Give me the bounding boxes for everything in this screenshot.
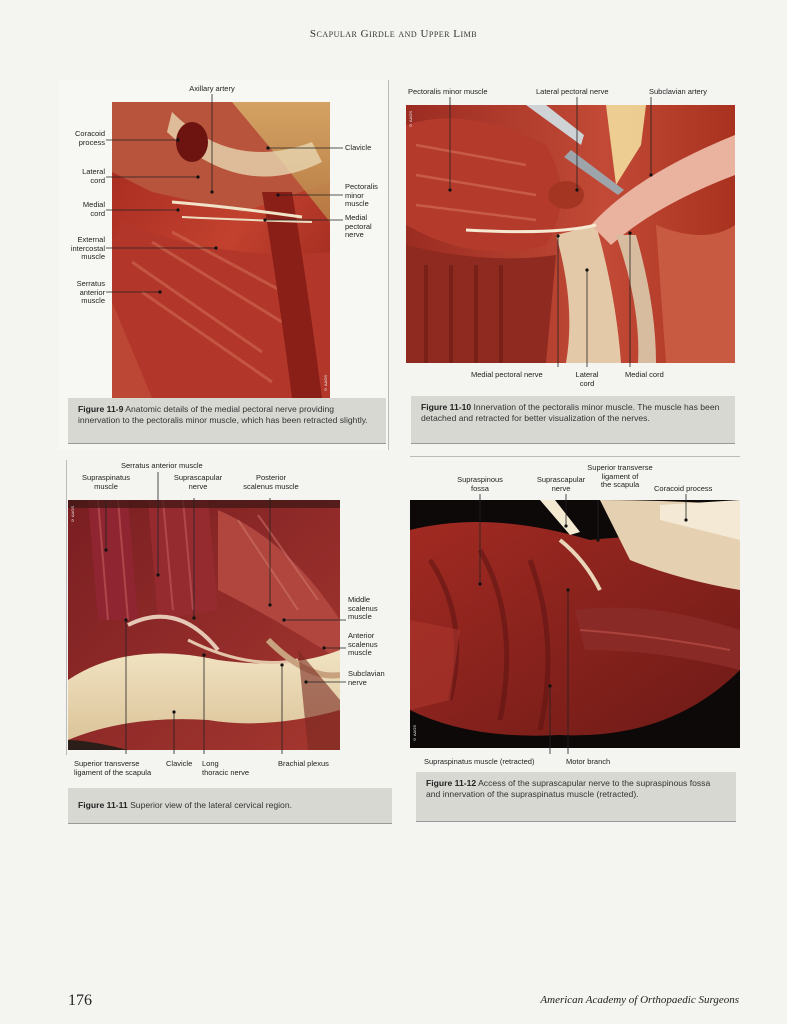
caption-label: Figure 11-12 [426,778,477,788]
label-medial-pectoral-nerve: Medial pectoral nerve [345,213,372,239]
copyright-mark: © AAOS [70,506,75,524]
label-lateral-cord: Lateral cord [82,167,105,185]
label-medial-pectoral-nerve: Medial pectoral nerve [471,370,543,379]
figure-11-12-caption [416,772,736,822]
caption-label: Figure 11-11 [78,800,128,810]
figure-11-9-caption [68,398,386,444]
figure-11-9-photo [112,102,330,398]
label-suprascapular-nerve: Suprascapular nerve [173,473,223,491]
label-superior-transverse-ligament: Superior transverse ligament of the scapula [74,759,152,777]
figure-11-9 [58,80,388,450]
label-supraspinous-fossa: Supraspinous fossa [457,475,503,493]
label-medial-cord: Medial cord [82,200,105,218]
figure-11-11 [66,460,394,828]
figure-11-10-photo [406,105,735,363]
figure-11-11-caption [68,788,392,824]
label-axillary-artery: Axillary artery [189,84,235,93]
label-coracoid-process: Coracoid process [654,484,713,493]
caption-label: Figure 11-10 [421,402,472,412]
caption-label: Figure 11-9 [78,404,124,414]
label-clavicle: Clavicle [345,143,372,152]
figure-11-10-caption [411,396,735,444]
label-lateral-cord: Lateral cord [575,370,599,388]
label-pectoralis-minor-muscle: Pectoralis minor muscle [408,87,488,96]
figure-11-12 [410,456,740,826]
label-serratus-anterior: Serratus anterior muscle [76,279,105,305]
label-superior-transverse-ligament: Superior transverse ligament of the scapula [587,463,653,489]
caption-text: Access of the suprascapular nerve to the supraspinous fossa and innervation of the supraspinatus muscle (retracted). [426,778,711,799]
label-supraspinatus-retracted: Supraspinatus muscle (retracted) [424,757,535,766]
figure-11-11-photo [68,500,340,750]
label-external-intercostal: External intercostal muscle [70,235,105,261]
caption-text: Superior view of the lateral cervical region. [127,800,293,810]
label-subclavian-artery: Subclavian artery [649,87,707,96]
copyright-mark: © AAOS [408,111,413,129]
running-header: Scapular Girdle and Upper Limb [309,28,478,40]
label-supraspinatus-muscle: Supraspinatus muscle [82,473,130,491]
label-middle-scalenus: Middle scalenus muscle [348,595,378,621]
label-long-thoracic-nerve: Long thoracic nerve [202,759,250,777]
figure-11-10 [403,80,738,450]
figure-11-12-photo [410,500,740,748]
label-suprascapular-nerve: Suprascapular nerve [536,475,586,493]
label-brachial-plexus: Brachial plexus [278,759,329,768]
label-anterior-scalenus: Anterior scalenus muscle [348,631,378,657]
label-medial-cord: Medial cord [625,370,664,379]
copyright-mark: © AAOS [323,374,328,392]
label-serratus-anterior: Serratus anterior muscle [121,461,203,470]
label-subclavian-nerve: Subclavian nerve [348,669,385,687]
caption-text: Innervation of the pectoralis minor muscle. The muscle has been detached and retracted for better visualization of the nerves. [421,402,720,423]
copyright-mark: © AAOS [412,724,417,742]
label-motor-branch: Motor branch [566,757,611,766]
publisher: American Academy of Orthopaedic Surgeons [540,994,739,1006]
label-lateral-pectoral-nerve: Lateral pectoral nerve [536,87,609,96]
caption-text: Anatomic details of the medial pectoral nerve providing innervation to the pectoralis minor muscle, which has been retracted slightly. [78,404,368,425]
label-coracoid-process: Coracoid process [74,129,105,147]
label-posterior-scalenus: Posterior scalenus muscle [243,473,299,491]
label-pectoralis-minor: Pectoralis minor muscle [345,182,378,208]
label-clavicle: Clavicle [166,759,193,768]
page-number: 176 [68,992,92,1009]
